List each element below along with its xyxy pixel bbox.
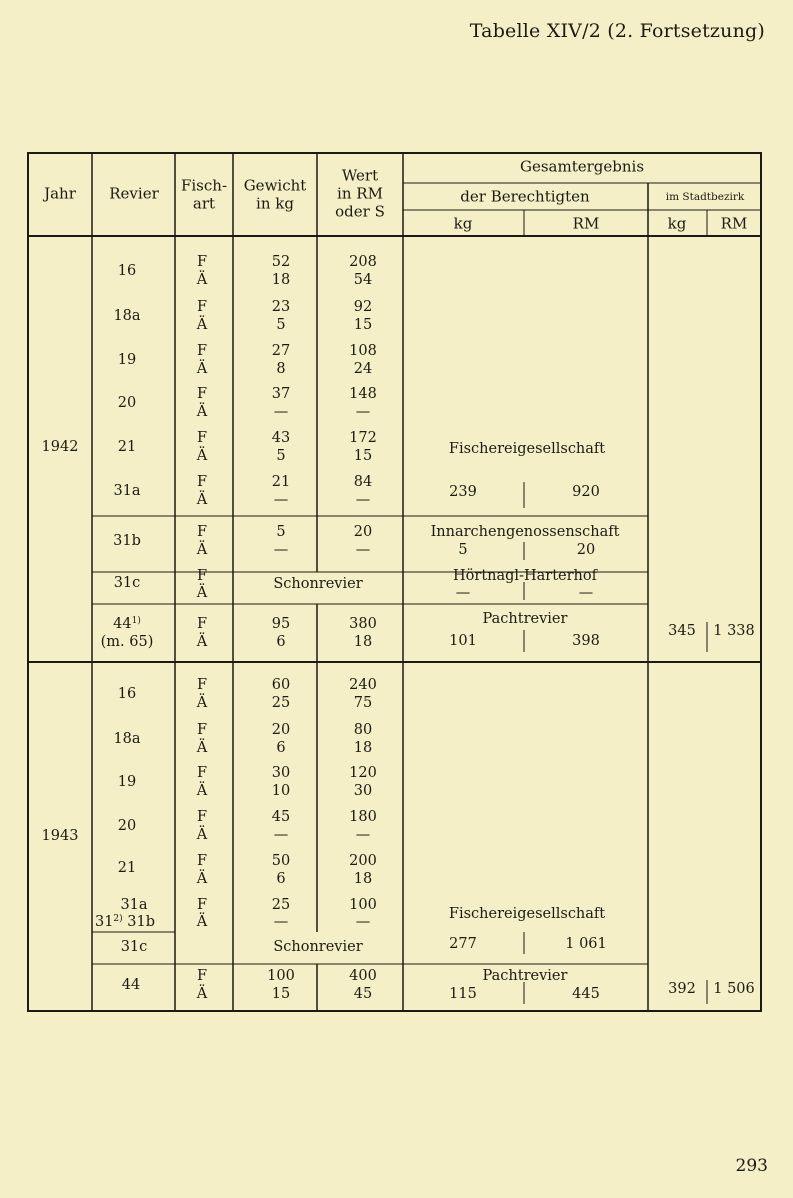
col-header-gewicht-2: in kg [256, 194, 294, 213]
species-a: Ä [196, 403, 208, 420]
data-table [27, 152, 762, 1012]
revier-cell: 19 [117, 773, 137, 790]
col-header-wert: Wert [341, 166, 379, 185]
gewicht-f: 21 [271, 473, 291, 490]
gewicht-f: 95 [271, 615, 291, 632]
gewicht-a: 6 [276, 739, 286, 756]
col-header-stadtbezirk: im Stadtbezirk [665, 190, 745, 203]
revier-cell: 31a [113, 482, 141, 499]
gewicht-a: — [273, 541, 289, 558]
species-f: F [196, 764, 208, 781]
gewicht-f: 5 [276, 523, 286, 540]
revier-cell: 31c [113, 574, 141, 591]
wert-a: 15 [353, 447, 373, 464]
page-header: Tabelle XIV/2 (2. Fortsetzung) [469, 20, 765, 42]
species-f: F [196, 342, 208, 359]
revier-cell: 16 [117, 262, 137, 279]
col-header-wert-3: oder S [335, 202, 385, 221]
wert-f: 20 [353, 523, 373, 540]
wert-f: 84 [353, 473, 373, 490]
revier-cell: 21 [117, 859, 137, 876]
species-a: Ä [196, 826, 208, 843]
stadtbezirk-rm: 1 506 [713, 980, 755, 997]
wert-f: 200 [349, 852, 377, 869]
species-a: Ä [196, 271, 208, 288]
gewicht-a: 5 [276, 447, 286, 464]
gewicht-a: — [273, 403, 289, 420]
gewicht-a: 15 [271, 985, 291, 1002]
species-f: F [196, 676, 208, 693]
col-header-fischart-2: art [192, 194, 216, 213]
group-name: Innarchengenossenschaft [430, 523, 620, 540]
revier-cell: 31b [113, 532, 141, 549]
species-f: F [196, 298, 208, 315]
wert-a: 18 [353, 870, 373, 887]
col-header-kg: kg [453, 214, 473, 233]
species-a: Ä [196, 913, 208, 930]
gewicht-f: 37 [271, 385, 291, 402]
wert-a: 15 [353, 316, 373, 333]
species-f: F [196, 615, 208, 632]
species-a: Ä [196, 447, 208, 464]
species-a: Ä [196, 541, 208, 558]
gewicht-a: 5 [276, 316, 286, 333]
col-header-wert-2: in RM [337, 184, 383, 203]
gewicht-a: — [273, 913, 289, 930]
species-f: F [196, 721, 208, 738]
species-a: Ä [196, 316, 208, 333]
schonrevier-label: Schonrevier [273, 938, 363, 955]
revier-cell: 44$^{1)}$ [113, 615, 141, 632]
col-header-berechtigten: der Berechtigten [460, 187, 590, 206]
group-rm: 1 061 [565, 935, 607, 952]
revier-cell: 44 [121, 976, 141, 993]
stadtbezirk-kg: 345 [668, 622, 696, 639]
wert-f: 400 [349, 967, 377, 984]
species-f: F [196, 429, 208, 446]
group-name: Fischereigesellschaft [448, 440, 606, 457]
wert-f: 108 [349, 342, 377, 359]
gewicht-a: 8 [276, 360, 286, 377]
species-f: F [196, 896, 208, 913]
gewicht-f: 25 [271, 896, 291, 913]
col-header-jahr: Jahr [44, 184, 76, 203]
col-header-fischart: Fisch- [180, 176, 228, 195]
species-a: Ä [196, 360, 208, 377]
wert-a: 18 [353, 739, 373, 756]
col-header-rm: RM [572, 214, 600, 233]
species-a: Ä [196, 694, 208, 711]
revier-cell: 18a [113, 730, 141, 747]
wert-a: 24 [353, 360, 373, 377]
group-kg: 239 [449, 483, 477, 500]
group-kg: 115 [449, 985, 477, 1002]
group-kg: 101 [449, 632, 477, 649]
species-f: F [196, 967, 208, 984]
species-a: Ä [196, 985, 208, 1002]
wert-f: 80 [353, 721, 373, 738]
wert-a: — [355, 403, 371, 420]
group-rm: 445 [572, 985, 600, 1002]
gewicht-f: 45 [271, 808, 291, 825]
revier-cell: 20 [117, 394, 137, 411]
species-a: Ä [196, 739, 208, 756]
wert-a: 18 [353, 633, 373, 650]
species-f: F [196, 385, 208, 402]
species-a: Ä [196, 584, 208, 601]
wert-a: — [355, 913, 371, 930]
species-a: Ä [196, 491, 208, 508]
revier-cell: 20 [117, 817, 137, 834]
gewicht-a: — [273, 826, 289, 843]
group-name: Fischereigesellschaft [448, 905, 606, 922]
group-kg: 5 [458, 541, 468, 558]
group-kg: 277 [449, 935, 477, 952]
gewicht-f: 52 [271, 253, 291, 270]
wert-a: 45 [353, 985, 373, 1002]
gewicht-a: 18 [271, 271, 291, 288]
group-rm: 920 [572, 483, 600, 500]
revier-cell: 16 [117, 685, 137, 702]
wert-f: 380 [349, 615, 377, 632]
wert-a: — [355, 491, 371, 508]
wert-f: 172 [349, 429, 377, 446]
species-a: Ä [196, 782, 208, 799]
year-1942: 1942 [41, 438, 79, 455]
gewicht-f: 27 [271, 342, 291, 359]
year-1943: 1943 [41, 827, 79, 844]
group-rm: — [578, 584, 594, 601]
revier-cell-line2: 31$^{2)}$ 31b [94, 913, 156, 930]
gewicht-a: 6 [276, 870, 286, 887]
species-a: Ä [196, 633, 208, 650]
revier-cell: 31c [120, 938, 148, 955]
revier-cell: 21 [117, 438, 137, 455]
group-rm: 398 [572, 632, 600, 649]
gewicht-a: — [273, 491, 289, 508]
revier-cell: 18a [113, 307, 141, 324]
species-f: F [196, 567, 208, 584]
stadtbezirk-kg: 392 [668, 980, 696, 997]
gewicht-f: 60 [271, 676, 291, 693]
gewicht-f: 20 [271, 721, 291, 738]
group-rm: 20 [576, 541, 596, 558]
wert-f: 180 [349, 808, 377, 825]
stadtbezirk-rm: 1 338 [713, 622, 755, 639]
wert-a: — [355, 826, 371, 843]
group-name: Pachtrevier [482, 610, 568, 627]
col-header-gesamt: Gesamtergebnis [519, 157, 645, 176]
wert-f: 208 [349, 253, 377, 270]
gewicht-a: 25 [271, 694, 291, 711]
group-name: Hörtnagl-Harterhof [453, 567, 597, 584]
gewicht-f: 23 [271, 298, 291, 315]
group-kg: — [455, 584, 471, 601]
col-header-revier: Revier [109, 184, 159, 203]
wert-f: 92 [353, 298, 373, 315]
group-name: Pachtrevier [482, 967, 568, 984]
gewicht-a: 10 [271, 782, 291, 799]
species-f: F [196, 808, 208, 825]
gewicht-a: 6 [276, 633, 286, 650]
species-f: F [196, 852, 208, 869]
revier-cell: 19 [117, 351, 137, 368]
gewicht-f: 100 [267, 967, 295, 984]
page-number: 293 [735, 1156, 768, 1176]
wert-f: 120 [349, 764, 377, 781]
col-header-kg-stadt: kg [667, 214, 687, 233]
species-f: F [196, 523, 208, 540]
gewicht-f: 30 [271, 764, 291, 781]
revier-note: (m. 65) [100, 633, 154, 650]
species-f: F [196, 253, 208, 270]
wert-f: 240 [349, 676, 377, 693]
wert-a: 54 [353, 271, 373, 288]
wert-a: 30 [353, 782, 373, 799]
wert-a: 75 [353, 694, 373, 711]
wert-f: 100 [349, 896, 377, 913]
wert-f: 148 [349, 385, 377, 402]
revier-cell: 31a [120, 896, 148, 913]
gewicht-f: 43 [271, 429, 291, 446]
gewicht-f: 50 [271, 852, 291, 869]
wert-a: — [355, 541, 371, 558]
species-a: Ä [196, 870, 208, 887]
schonrevier-label: Schonrevier [273, 575, 363, 592]
col-header-gewicht: Gewicht [243, 176, 307, 195]
species-f: F [196, 473, 208, 490]
col-header-rm-stadt: RM [720, 214, 748, 233]
